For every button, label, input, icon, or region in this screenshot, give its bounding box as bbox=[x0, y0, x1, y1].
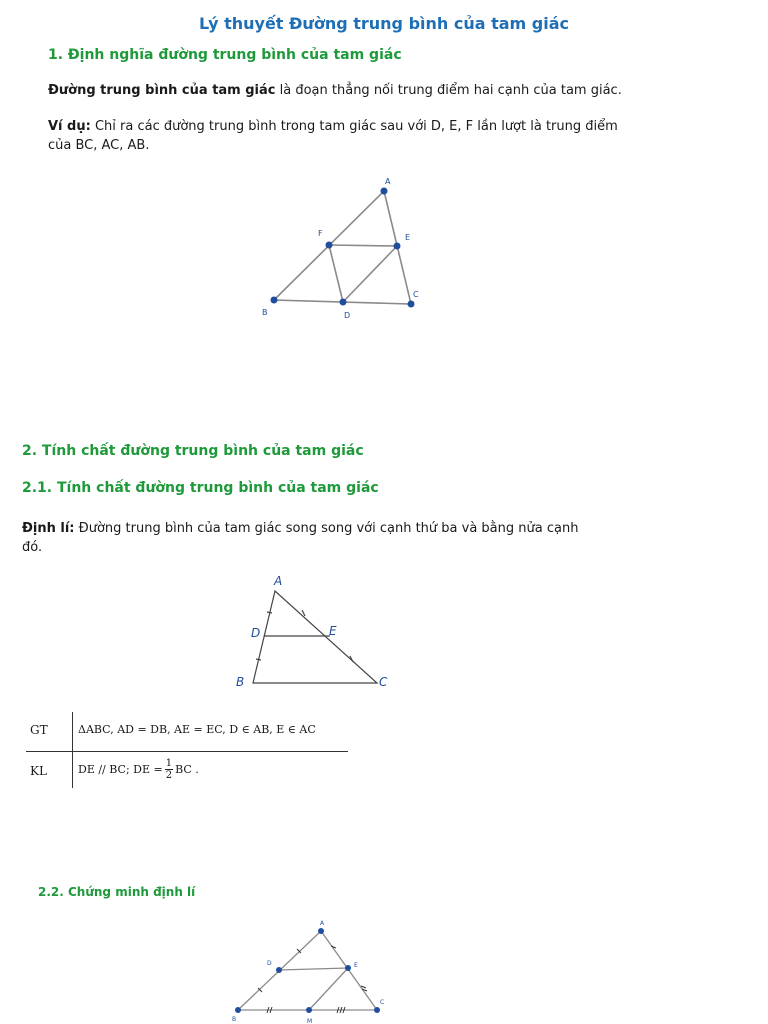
kl-value bbox=[78, 758, 199, 781]
theorem-paragraph bbox=[22, 519, 742, 557]
label-a-2: A bbox=[274, 574, 283, 588]
kl-frac-denominator: 2 bbox=[165, 770, 173, 781]
kl-value-prefix: DE // BC; DE = bbox=[78, 763, 163, 776]
label-d-3: D bbox=[267, 960, 272, 967]
label-d: D bbox=[344, 311, 351, 320]
page-title: Lý thuyết Đường trung bình của tam giác bbox=[198, 14, 570, 33]
label-d-2: D bbox=[251, 626, 261, 640]
definition-term: Đường trung bình của tam giác bbox=[48, 83, 276, 98]
section22-heading: 2.2. Chứng minh định lí bbox=[38, 885, 196, 899]
midline-de-3 bbox=[279, 968, 348, 970]
point-e-3 bbox=[345, 965, 351, 971]
point-d-3 bbox=[276, 967, 282, 973]
point-a bbox=[381, 188, 388, 195]
definition-paragraph bbox=[48, 81, 748, 100]
label-e-3: E bbox=[354, 962, 358, 969]
point-f bbox=[326, 242, 333, 249]
point-d bbox=[340, 299, 347, 306]
label-a: A bbox=[385, 177, 391, 186]
table-vertical-divider bbox=[72, 712, 73, 788]
point-e bbox=[394, 243, 401, 250]
tick-ad bbox=[267, 612, 272, 613]
label-b-2: B bbox=[236, 675, 245, 689]
midline-de bbox=[343, 246, 397, 302]
section21-heading: 2.1. Tính chất đường trung bình của tam giác bbox=[22, 480, 379, 496]
definition-text: là đoạn thẳng nối trung điểm hai cạnh của tam giác. bbox=[275, 83, 622, 98]
label-c: C bbox=[413, 290, 419, 299]
example-label: Ví dụ: bbox=[48, 119, 91, 134]
gt-value: ΔABC, AD = DB, AE = EC, D ∈ AB, E ∈ AC bbox=[78, 723, 316, 736]
label-a-3: A bbox=[320, 920, 325, 927]
point-c bbox=[408, 301, 415, 308]
label-b-3: B bbox=[232, 1016, 237, 1023]
label-m-3: M bbox=[307, 1018, 313, 1024]
kl-value-suffix: BC . bbox=[175, 763, 199, 776]
point-b-3 bbox=[235, 1007, 241, 1013]
table-horizontal-divider bbox=[26, 751, 348, 752]
point-a-3 bbox=[318, 928, 324, 934]
label-c-2: C bbox=[379, 675, 388, 689]
theorem-line2: đó. bbox=[22, 540, 43, 555]
example-line2: của BC, AC, AB. bbox=[48, 138, 150, 153]
gt-label: GT bbox=[30, 723, 48, 737]
example-paragraph bbox=[48, 117, 748, 155]
triangle-figure-2 bbox=[225, 570, 405, 695]
example-line1: Chỉ ra các đường trung bình trong tam giác sau với D, E, F lần lượt là trung điểm bbox=[90, 119, 618, 134]
midline-fd bbox=[329, 245, 343, 302]
kl-label: KL bbox=[30, 764, 47, 778]
midline-fe bbox=[329, 245, 397, 246]
label-c-3: C bbox=[380, 999, 385, 1006]
label-e-2: E bbox=[329, 624, 337, 638]
tick-db bbox=[256, 659, 261, 660]
kl-frac-numerator: 1 bbox=[165, 758, 173, 769]
theorem-label: Định lí: bbox=[22, 521, 75, 536]
point-m-3 bbox=[306, 1007, 312, 1013]
line-em bbox=[309, 968, 348, 1010]
label-f: F bbox=[318, 229, 323, 238]
triangle-abc-2 bbox=[253, 591, 377, 683]
triangle-figure-3 bbox=[225, 915, 395, 1024]
triangle-figure-1 bbox=[250, 170, 450, 330]
theorem-line1: Đường trung bình của tam giác song song với cạnh thứ ba và bằng nửa cạnh bbox=[74, 521, 579, 536]
gt-kl-table bbox=[26, 712, 356, 790]
triangle-abc bbox=[274, 191, 411, 304]
triangle-abc-3 bbox=[238, 931, 377, 1010]
label-b: B bbox=[262, 308, 268, 317]
point-b bbox=[271, 297, 278, 304]
section2-heading: 2. Tính chất đường trung bình của tam giác bbox=[22, 443, 364, 459]
section1-heading: 1. Định nghĩa đường trung bình của tam giác bbox=[48, 47, 402, 63]
point-c-3 bbox=[374, 1007, 380, 1013]
label-e: E bbox=[405, 233, 411, 242]
kl-fraction bbox=[165, 758, 173, 781]
